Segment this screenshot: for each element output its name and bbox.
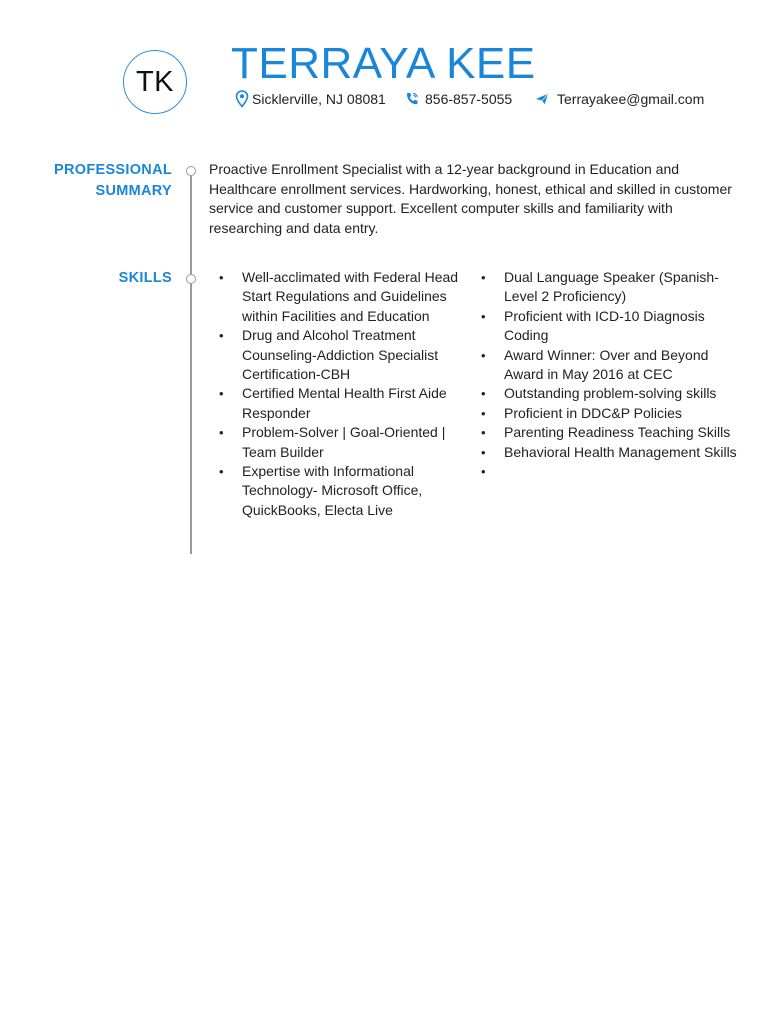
skill-item-empty bbox=[471, 462, 741, 481]
phone-icon bbox=[405, 90, 419, 108]
section-heading-skills: SKILLS bbox=[118, 270, 172, 286]
skill-item: • Dual Language Speaker (Spanish-Level 2 Proficiency) bbox=[471, 268, 741, 307]
skills-list-right bbox=[471, 268, 741, 481]
skill-item: • Expertise with Informational Technology- Microsoft Office, QuickBooks, Electa Live bbox=[209, 462, 464, 520]
timeline-dot-skills bbox=[186, 274, 196, 284]
contact-email bbox=[535, 87, 704, 111]
section-heading-summary bbox=[22, 160, 172, 202]
skill-item: • Well-acclimated with Federal Head Start Regulations and Guidelines within Facilities and Education bbox=[209, 268, 464, 326]
timeline-dot-summary bbox=[186, 166, 196, 176]
skill-item: • Proficient with ICD-10 Diagnosis Coding bbox=[471, 307, 741, 346]
skill-item: • Parenting Readiness Teaching Skills bbox=[471, 423, 741, 442]
timeline-line bbox=[190, 176, 192, 554]
summary-paragraph: Proactive Enrollment Specialist with a 12-year background in Education and Healthcare enrollment services. Hardworking, honest, ethical and skilled in customer service and customer support. Excellent computer skills and familiarity with researching and data entry. bbox=[209, 161, 732, 236]
paper-plane-icon bbox=[535, 90, 549, 108]
skill-item: • Drug and Alcohol Treatment Counseling-Addiction Specialist Certification-CBH bbox=[209, 326, 464, 384]
skill-item: • Proficient in DDC&P Policies bbox=[471, 404, 741, 423]
email-text[interactable]: Terrayakee@gmail.com bbox=[557, 91, 705, 107]
location-text: Sicklerville, NJ 08081 bbox=[252, 91, 386, 107]
phone-text: 856-857-5055 bbox=[425, 91, 513, 107]
location-pin-icon bbox=[235, 90, 249, 108]
heading-line-professional: PROFESSIONAL bbox=[54, 162, 172, 178]
skill-item: • Problem-Solver | Goal-Oriented | Team Builder bbox=[209, 423, 464, 462]
skills-list-left bbox=[209, 268, 464, 520]
candidate-name: TERRAYA KEE bbox=[231, 39, 536, 88]
contact-location bbox=[235, 87, 386, 111]
heading-line-summary: SUMMARY bbox=[95, 183, 172, 199]
skill-item: • Behavioral Health Management Skills bbox=[471, 443, 741, 462]
contact-phone bbox=[405, 87, 512, 111]
skill-item: • Certified Mental Health First Aide Responder bbox=[209, 384, 464, 423]
skill-item: • Outstanding problem-solving skills bbox=[471, 384, 741, 403]
skill-item: • Award Winner: Over and Beyond Award in May 2016 at CEC bbox=[471, 346, 741, 385]
monogram-avatar: TK bbox=[123, 50, 187, 114]
